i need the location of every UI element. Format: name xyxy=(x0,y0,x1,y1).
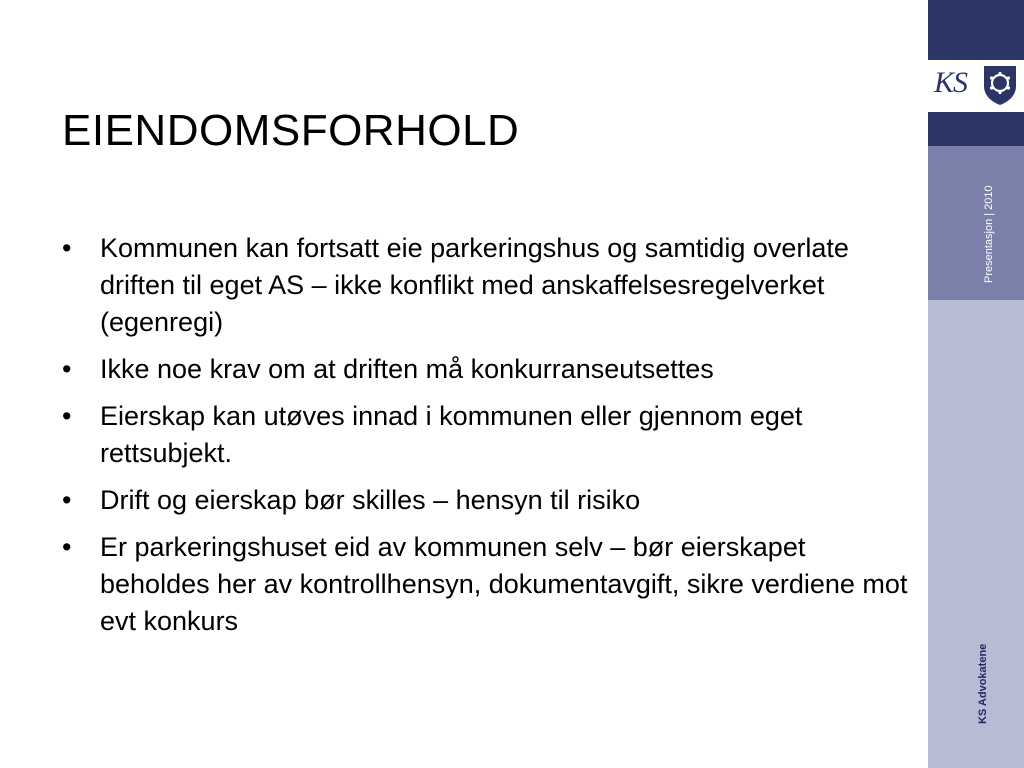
bullet-marker: • xyxy=(62,532,72,562)
slide-title: EIENDOMSFORHOLD xyxy=(62,106,520,155)
bullet-text: Er parkeringshuset eid av kommunen selv – bør eierskapet beholdes her av kontrollhensyn, dokumentavgift, sikre verdiene mot evt konkurs xyxy=(100,532,908,636)
bullet-item xyxy=(62,398,912,472)
sidebar-top-band xyxy=(928,0,1024,60)
sidebar-light-band xyxy=(928,300,1024,768)
presentation-meta: Presentasjon | 2010 xyxy=(983,185,995,283)
coat-of-arms-icon xyxy=(982,64,1018,106)
bullet-marker: • xyxy=(62,401,72,431)
sidebar-dark-band xyxy=(928,112,1024,146)
sidebar xyxy=(928,0,1024,768)
bullet-text: Eierskap kan utøves innad i kommunen eller gjennom eget rettsubjekt. xyxy=(100,401,803,468)
bullet-item xyxy=(62,482,912,519)
bullet-marker: • xyxy=(62,485,72,515)
bullet-item xyxy=(62,230,912,341)
ks-logo: KS xyxy=(934,66,968,99)
bullet-marker: • xyxy=(62,233,72,263)
bullet-list xyxy=(62,230,912,650)
sidebar-mid-band xyxy=(928,146,1024,300)
bullet-text: Ikke noe krav om at driften må konkurranseutsettes xyxy=(100,354,714,384)
brand-label: KS Advokatene xyxy=(977,643,989,724)
bullet-item xyxy=(62,351,912,388)
bullet-text: Kommunen kan fortsatt eie parkeringshus og samtidig overlate driften til eget AS – ikke konflikt med anskaffelsesregelverket (egenregi) xyxy=(100,233,849,337)
bullet-item xyxy=(62,529,912,640)
bullet-marker: • xyxy=(62,354,72,384)
bullet-text: Drift og eierskap bør skilles – hensyn til risiko xyxy=(100,485,641,515)
